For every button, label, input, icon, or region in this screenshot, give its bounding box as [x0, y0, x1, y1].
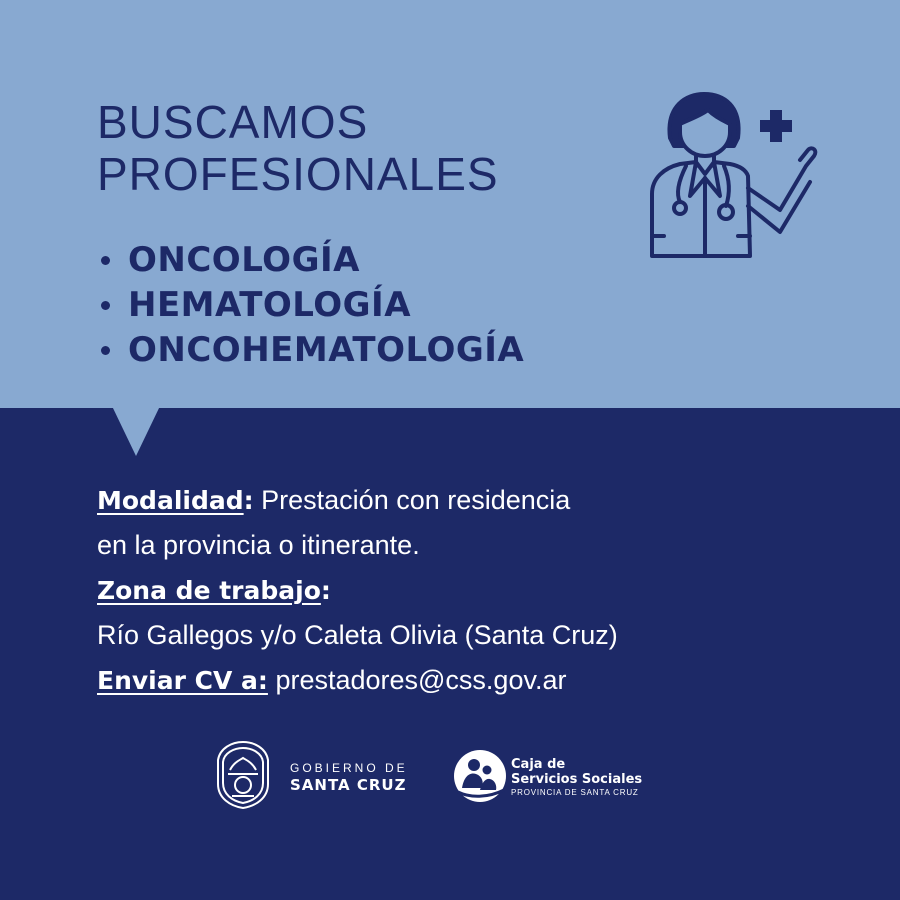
- logo-strip: [0, 740, 900, 815]
- css-logo-text: [511, 757, 642, 799]
- gobierno-line-1: GOBIERNO DE: [290, 761, 408, 775]
- modalidad-value-2: en la provincia o itinerante.: [97, 530, 420, 560]
- gobierno-line-2: SANTA CRUZ: [290, 776, 407, 794]
- bullet-icon: [101, 346, 110, 355]
- headline-line-2: PROFESIONALES: [97, 148, 499, 200]
- specialty-label: HEMATOLOGÍA: [128, 285, 412, 325]
- css-family-logo-icon: [452, 748, 508, 804]
- css-line-1: Caja de: [511, 757, 566, 772]
- headline-line-1: BUSCAMOS: [97, 96, 369, 148]
- zona-value-row: [97, 613, 618, 658]
- css-line-2: Servicios Sociales: [511, 772, 643, 787]
- modalidad-label: Modalidad: [97, 486, 244, 515]
- doctor-icon: [630, 86, 820, 261]
- zona-value: Río Gallegos y/o Caleta Olivia (Santa Cruz): [97, 620, 618, 650]
- cv-email[interactable]: prestadores@css.gov.ar: [275, 665, 567, 695]
- modalidad-row-continued: [97, 523, 618, 568]
- province-seal-icon: [216, 740, 270, 810]
- specialty-label: ONCOHEMATOLOGÍA: [128, 330, 525, 370]
- bullet-icon: [101, 256, 110, 265]
- cv-row: [97, 658, 618, 703]
- specialty-label: ONCOLOGÍA: [128, 240, 360, 280]
- zona-row: Zona de trabajo:: [97, 576, 331, 605]
- bullet-icon: [101, 301, 110, 310]
- gobierno-logo-text: [290, 760, 408, 794]
- specialty-item: [97, 283, 524, 328]
- zona-label: Zona de trabajo: [97, 576, 321, 605]
- job-details: [97, 478, 618, 703]
- modalidad-row: Modalidad: Prestación con residencia: [97, 485, 571, 515]
- headline: [97, 96, 499, 200]
- modalidad-value: Prestación con residencia: [261, 485, 571, 515]
- specialty-item: [97, 238, 524, 283]
- medical-cross-icon: [760, 110, 792, 142]
- speech-notch: [112, 406, 160, 456]
- specialties-list: [97, 238, 524, 373]
- cv-label: Enviar CV a:: [97, 666, 268, 695]
- specialty-item: [97, 328, 524, 373]
- css-line-3: PROVINCIA DE SANTA CRUZ: [511, 788, 639, 797]
